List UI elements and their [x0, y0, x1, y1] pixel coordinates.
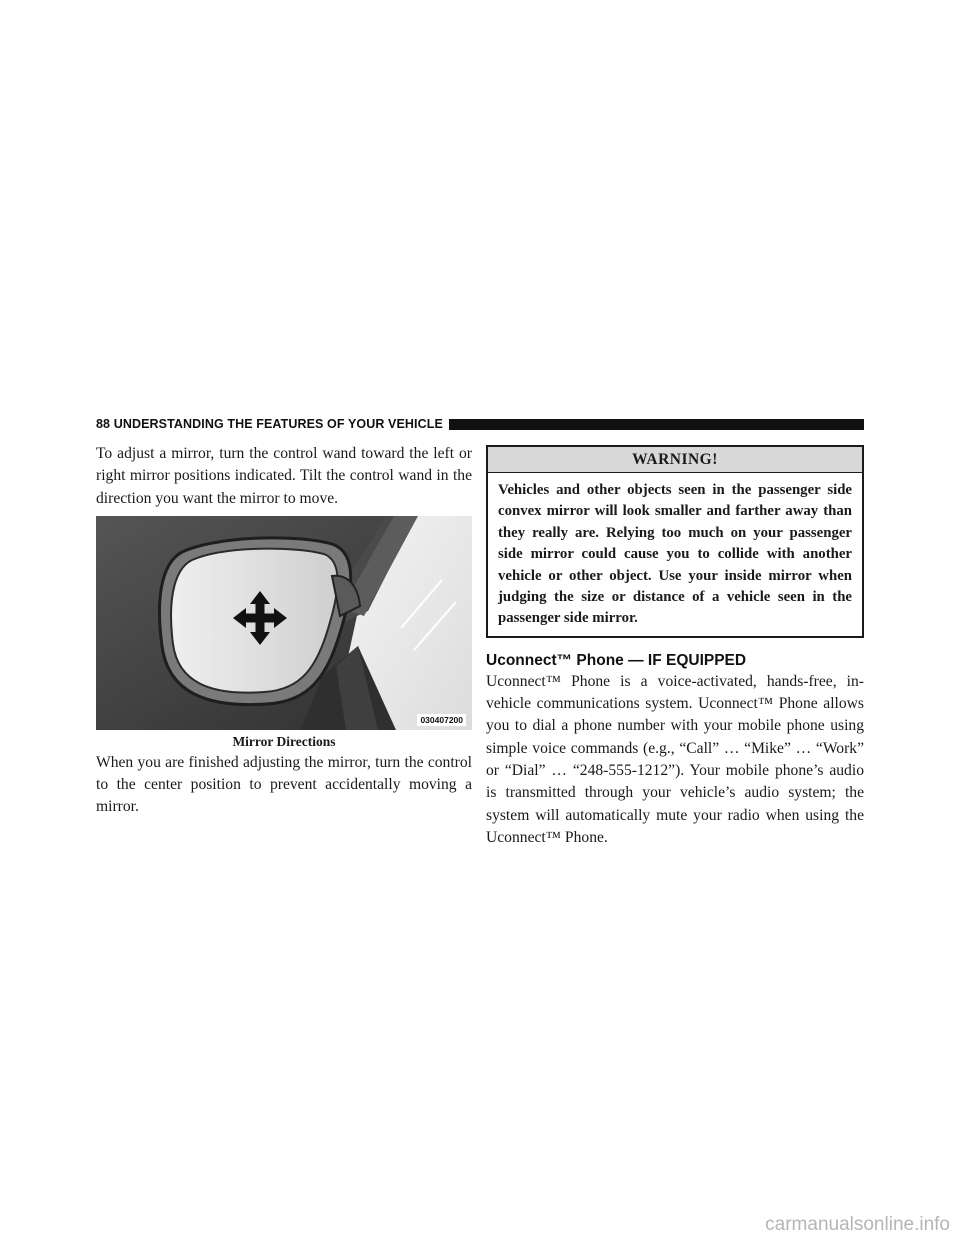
page-number: 88	[96, 417, 111, 431]
mirror-figure	[96, 516, 472, 730]
right-column	[486, 445, 864, 849]
outro-paragraph: When you are finished adjusting the mirror, turn the control to the center position to prevent accidentally moving a mirror.	[96, 753, 472, 816]
section-heading: UNDERSTANDING THE FEATURES OF YOUR VEHICLE	[113, 417, 443, 431]
left-column	[96, 443, 472, 819]
warning-box	[486, 445, 864, 638]
intro-paragraph: To adjust a mirror, turn the control wand toward the left or right mirror positions indicated. Tilt the control wand in the direction you want the mirror to move.	[96, 445, 472, 507]
section-title: Uconnect™ Phone — IF EQUIPPED	[486, 651, 747, 669]
header-rule	[449, 419, 864, 430]
figure-code: 030407200	[417, 714, 466, 726]
watermark: carmanualsonline.info	[765, 1214, 950, 1235]
page-header	[96, 417, 864, 431]
figure-caption: Mirror Directions	[232, 733, 336, 749]
warning-text: Vehicles and other objects seen in the passenger side convex mirror will look smaller and farther away than they really are. Relying too much on your passenger side mirror could cause you to collide with another vehicle or other object. Use your inside mirror when judging the size or distance of a vehicle seen in the passenger side mirror.	[498, 482, 852, 627]
section-paragraph: Uconnect™ Phone is a voice-activated, hands-free, in-vehicle communications system. Uconnect™ Phone allows you to dial a phone number with your mobile phone using simple voice commands (e.g., “Call” … “Mike” … “Work” or “Dial” … “248-555-1212”). Your mobile phone’s audio is transmitted through your vehicle’s audio system; the system will automatically mute your radio when using the Uconnect™ Phone.	[486, 672, 864, 846]
warning-title: WARNING!	[488, 447, 862, 473]
mirror-illustration	[96, 516, 472, 730]
page-header-text	[96, 417, 443, 431]
